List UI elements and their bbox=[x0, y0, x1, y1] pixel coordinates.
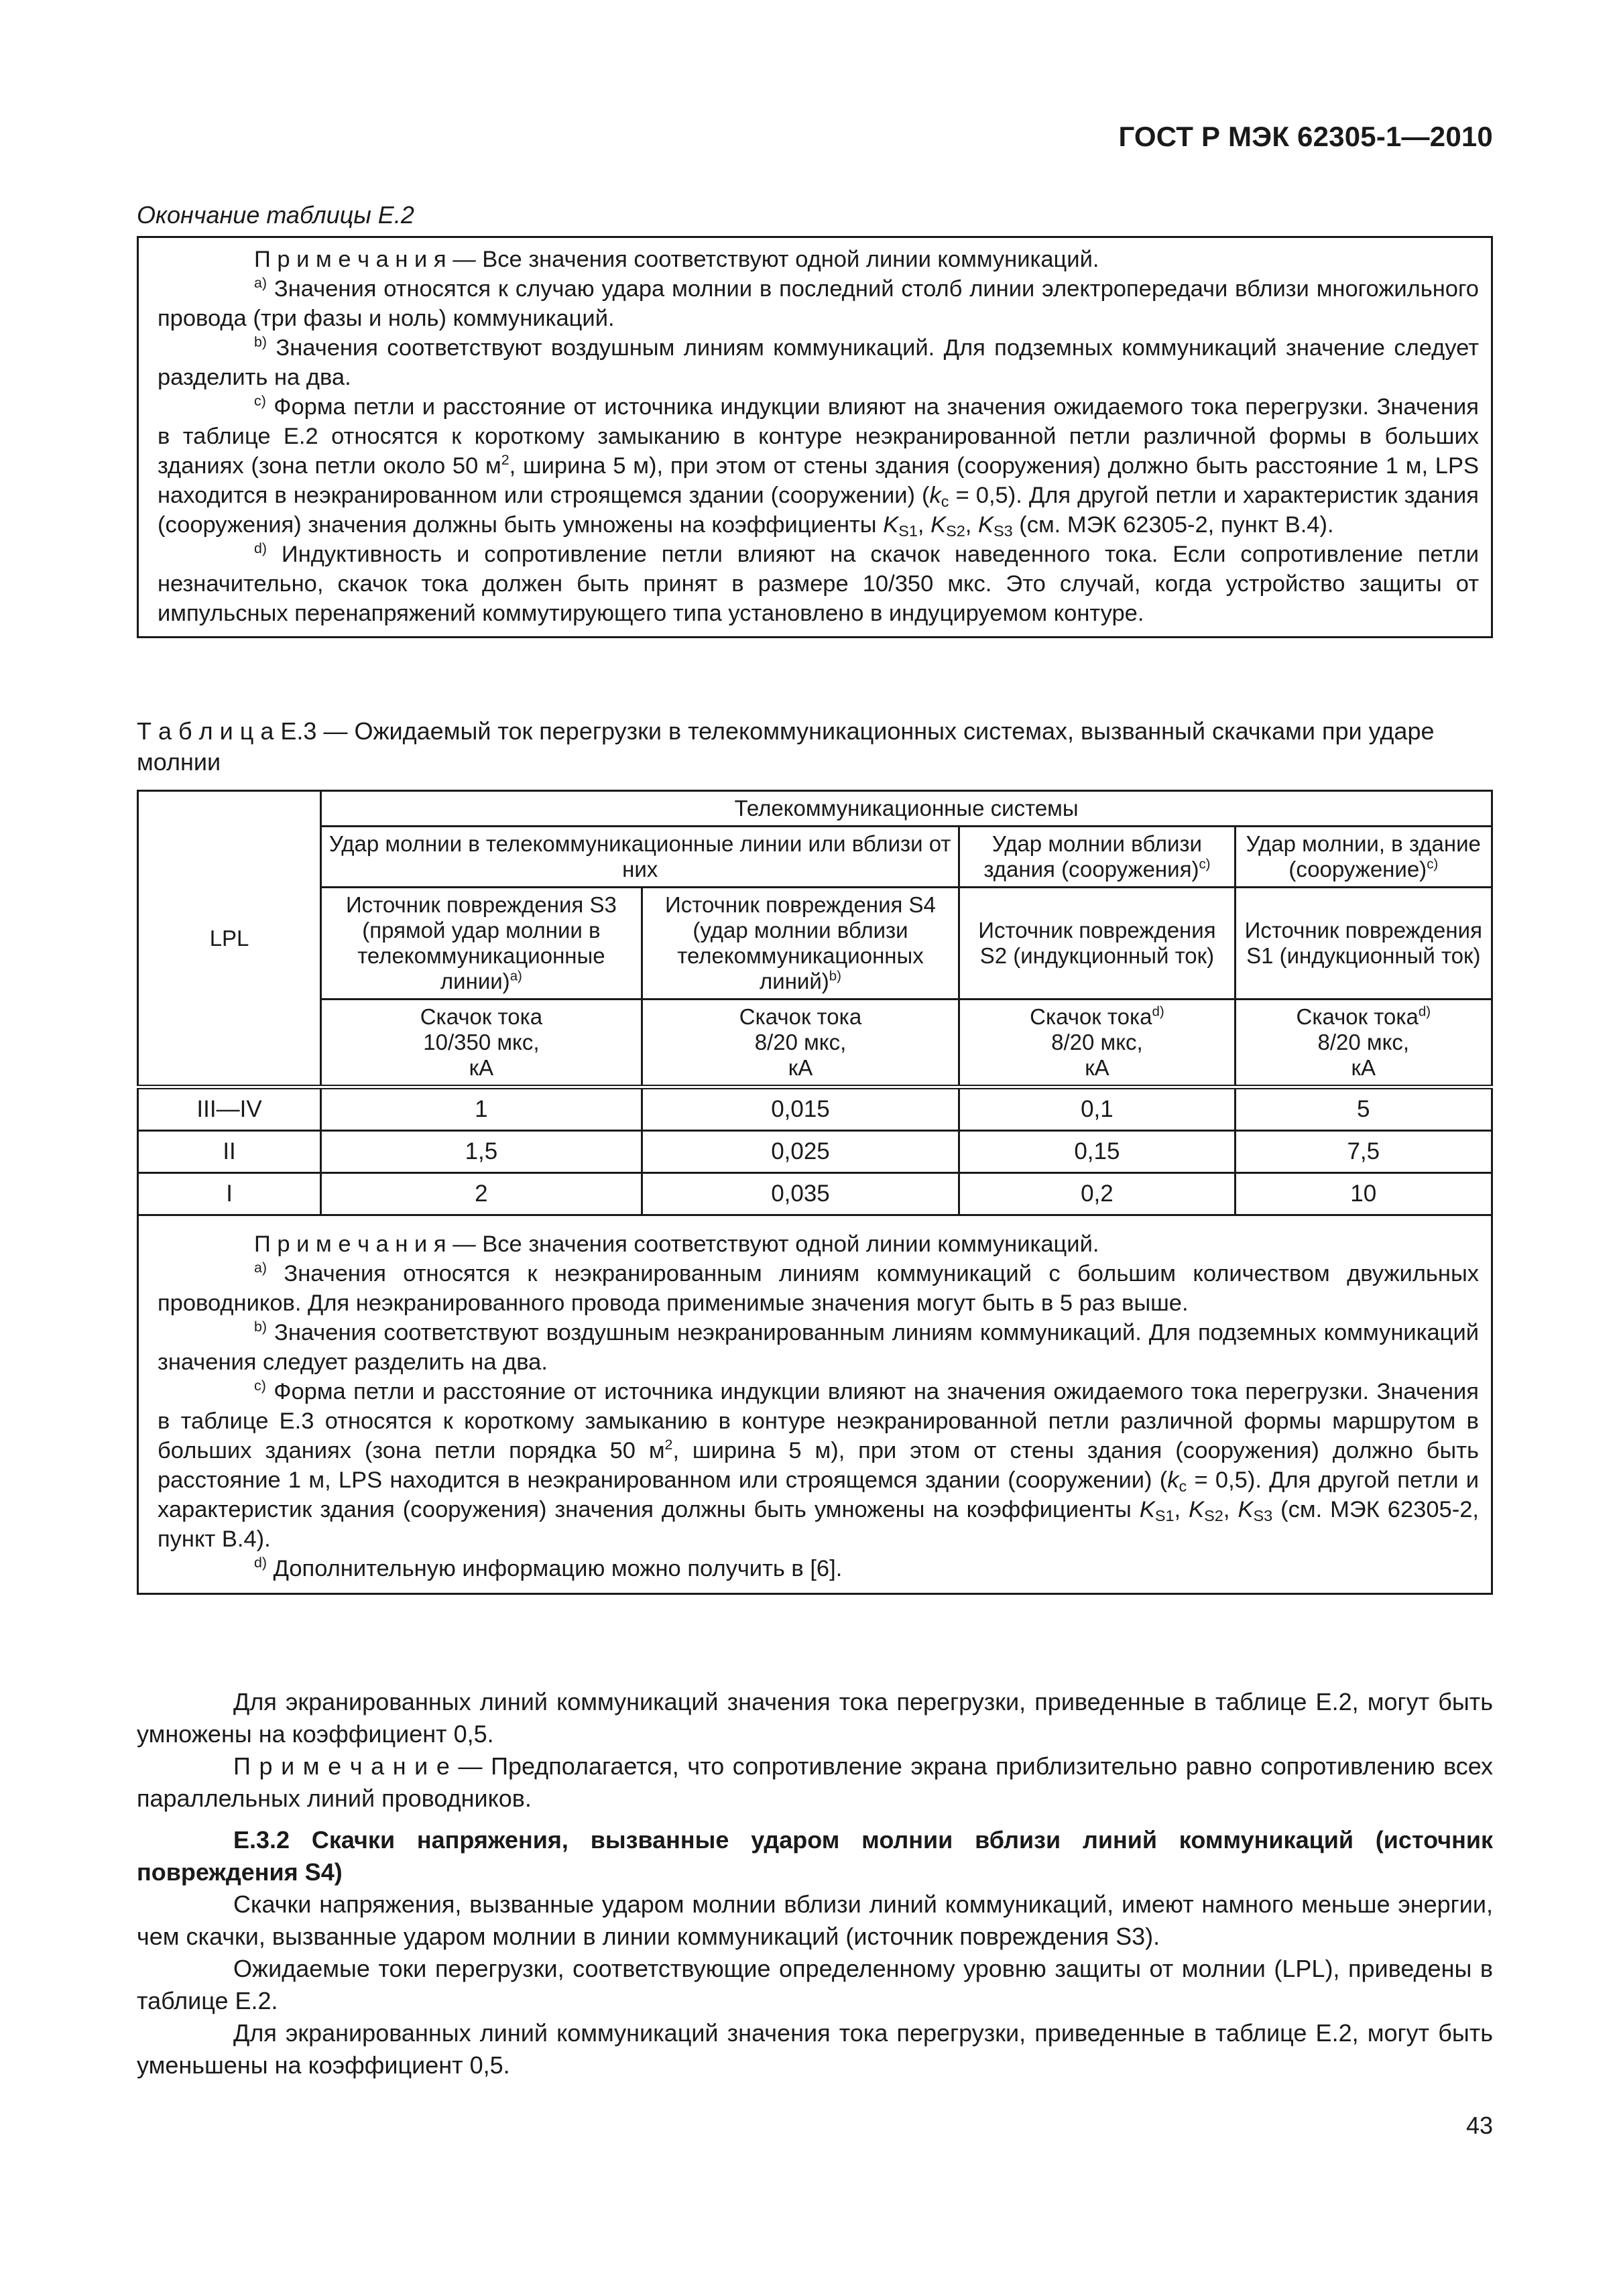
surge-unit-s2: Скачок тока$^{d)}$ 8/20 мкс, кА bbox=[959, 1000, 1235, 1087]
s1-value-cell: 7,5 bbox=[1235, 1131, 1492, 1173]
lpl-cell: I bbox=[138, 1173, 321, 1215]
strike-lines-header: Удар молнии в телекоммуникационные линии или вблизи от них bbox=[321, 827, 959, 888]
strike-near-header: Удар молнии вблизи здания (сооружения)$^{c)}$ bbox=[959, 827, 1235, 888]
table-notes-row bbox=[138, 1215, 1492, 1594]
strike-into-header: Удар молнии, в здание (сооружение)$^{c)}$ bbox=[1235, 827, 1492, 888]
table-continuation-label: Окончание таблицы Е.2 bbox=[137, 201, 414, 229]
s4-value-cell: 0,025 bbox=[642, 1131, 959, 1173]
telecom-systems-header: Телекоммуникационные системы bbox=[321, 791, 1492, 827]
s2-value-cell: 0,1 bbox=[959, 1087, 1235, 1131]
source-s1-header: Источник повреждения S1 (индукционный ток) bbox=[1235, 888, 1492, 1000]
e2-note-d: $^{d)}$ Индуктивность и сопротивление петли влияют на скачок наведенного тока. Если сопротивление петли незначительно, скачок тока должен быть принят в размере 10/350 мкс. Это случай, когда устройство защиты от импульсных перенапряжений коммутирующего типа установлено в индуцируемом контуре. bbox=[158, 540, 1479, 626]
paragraph: Скачки напряжения, вызванные ударом молнии вблизи линий коммуникаций, имеют намного меньше энергии, чем скачки, вызванные ударом молнии в линии коммуникаций (источник повреждения S3). bbox=[137, 1890, 1493, 1950]
s2-value-cell: 0,15 bbox=[959, 1131, 1235, 1173]
table-e3-notes bbox=[138, 1215, 1492, 1594]
source-s3-header: Источник повреждения S3 (прямой удар молнии в телекоммуникационные линии)$^{a)}$ bbox=[321, 888, 642, 1000]
table-header-row bbox=[138, 791, 1492, 827]
surge-unit-s4: Скачок тока 8/20 мкс, кА bbox=[642, 1000, 959, 1087]
s2-value-cell: 0,2 bbox=[959, 1173, 1235, 1215]
e2-notes-intro: П р и м е ч а н и я — Все значения соответствуют одной линии коммуникаций. bbox=[254, 247, 1099, 272]
surge-unit-s1: Скачок тока$^{d)}$ 8/20 мкс, кА bbox=[1235, 1000, 1492, 1087]
e2-note-a: $^{a)}$ Значения относятся к случаю удара молнии в последний столб линии электропередачи вблизи многожильного провода (три фазы и ноль) коммуникаций. bbox=[158, 274, 1479, 331]
e3-note-d: $^{d)}$ Дополнительную информацию можно получить в [6]. bbox=[254, 1554, 843, 1581]
table-header-row bbox=[138, 1000, 1492, 1087]
section-heading: Е.3.2 Скачки напряжения, вызванные ударом молнии вблизи линий коммуникаций (источник повреждения S4) bbox=[137, 1826, 1493, 1886]
table-header-row bbox=[138, 888, 1492, 1000]
paragraph: Ожидаемые токи перегрузки, соответствующие определенному уровню защиты от молнии (LPL), приведены в таблице Е.2. bbox=[137, 1955, 1493, 2014]
e2-note-c: $^{c)}$ Форма петли и расстояние от источника индукции влияют на значения ожидаемого тока перегрузки. Значения в таблице Е.2 относятся к короткому замыканию в контуре неэкранированной петли различной формы в больших зданиях (зона петли около 50 $м^2$, ширина 5 м), при этом от стены здания (сооружения) должно быть расстояние 1 м, LPS находится в неэкранированном или строящемся здании (сооружении) $(k_c = 0,5)$. Для другой петли и характеристик здания (сооружения) значения должны быть умножены на коэффициенты $K_{S1}$, $K_{S2}$, $K_{S3}$ (см. МЭК 62305-2, пункт В.4). bbox=[158, 392, 1479, 540]
body-note: П р и м е ч а н и е — Предполагается, что сопротивление экрана приблизительно равно сопротивлению всех параллельных линий проводников. bbox=[137, 1752, 1493, 1812]
source-s4-header: Источник повреждения S4 (удар молнии вблизи телекоммуникационных линий)$^{b)}$ bbox=[642, 888, 959, 1000]
e2-note-b: $^{b)}$ Значения соответствуют воздушным линиям коммуникаций. Для подземных коммуникаций значение следует разделить на два. bbox=[158, 333, 1479, 390]
s4-value-cell: 0,015 bbox=[642, 1087, 959, 1131]
paragraph: Для экранированных линий коммуникаций значения тока перегрузки, приведенные в таблице Е.2, могут быть уменьшены на коэффициент 0,5. bbox=[137, 2019, 1493, 2079]
page-number: 43 bbox=[1465, 2112, 1493, 2139]
surge-unit-s3: Скачок тока 10/350 мкс, кА bbox=[321, 1000, 642, 1087]
s3-value-cell: 1,5 bbox=[321, 1131, 642, 1173]
e3-note-a: $^{a)}$ Значения относятся к неэкранированным линиям коммуникаций с большим количеством двужильных проводников. Для неэкранированного провода применимые значения могут быть в 5 раз выше. bbox=[158, 1259, 1479, 1316]
s1-value-cell: 10 bbox=[1235, 1173, 1492, 1215]
s3-value-cell: 1 bbox=[321, 1087, 642, 1131]
s3-value-cell: 2 bbox=[321, 1173, 642, 1215]
e3-note-c: $^{c)}$ Форма петли и расстояние от источника индукции влияют на значения ожидаемого тока перегрузки. Значения в таблице Е.3 относятся к короткому замыканию в контуре неэкранированной петли различной формы маршрутом в больших зданиях (зона петли порядка 50 $м^2$, ширина 5 м), при этом от стены здания (сооружения) должно быть расстояние 1 м, LPS находится в неэкранированном или строящемся здании (сооружении) $(k_c = 0,5)$. Для другой петли и характеристик здания (сооружения) значения должны быть умножены на коэффициенты $K_{S1}$, $K_{S2}$, $K_{S3}$ (см. МЭК 62305-2, пункт В.4). bbox=[158, 1377, 1480, 1552]
lpl-cell: II bbox=[138, 1131, 321, 1173]
lpl-cell: III—IV bbox=[138, 1087, 321, 1131]
e3-note-b: $^{b)}$ Значения соответствуют воздушным неэкранированным линиям коммуникаций. Для подземных коммуникаций значения следует разделить на два. bbox=[158, 1318, 1479, 1375]
lpl-header: LPL bbox=[138, 791, 321, 1087]
table-e2-notes-box bbox=[137, 236, 1493, 638]
table-row bbox=[138, 1173, 1492, 1215]
table-e3 bbox=[137, 790, 1493, 1595]
paragraph: Для экранированных линий коммуникаций значения тока перегрузки, приведенные в таблице Е.2, могут быть умножены на коэффициент 0,5. bbox=[137, 1688, 1493, 1748]
table-row bbox=[138, 1131, 1492, 1173]
source-s2-header: Источник повреждения S2 (индукционный ток) bbox=[959, 888, 1235, 1000]
e3-notes-intro: П р и м е ч а н и я — Все значения соответствуют одной линии коммуникаций. bbox=[254, 1231, 1099, 1257]
s1-value-cell: 5 bbox=[1235, 1087, 1492, 1131]
table-e3-title: Т а б л и ц а Е.3 — Ожидаемый ток перегрузки в телекоммуникационных системах, вызванный скачками при ударе молнии bbox=[137, 717, 1435, 776]
s4-value-cell: 0,035 bbox=[642, 1173, 959, 1215]
body-text bbox=[137, 1686, 1493, 2081]
document-id-header: ГОСТ Р МЭК 62305-1—2010 bbox=[1118, 121, 1493, 152]
table-header-row bbox=[138, 827, 1492, 888]
table-row bbox=[138, 1087, 1492, 1131]
